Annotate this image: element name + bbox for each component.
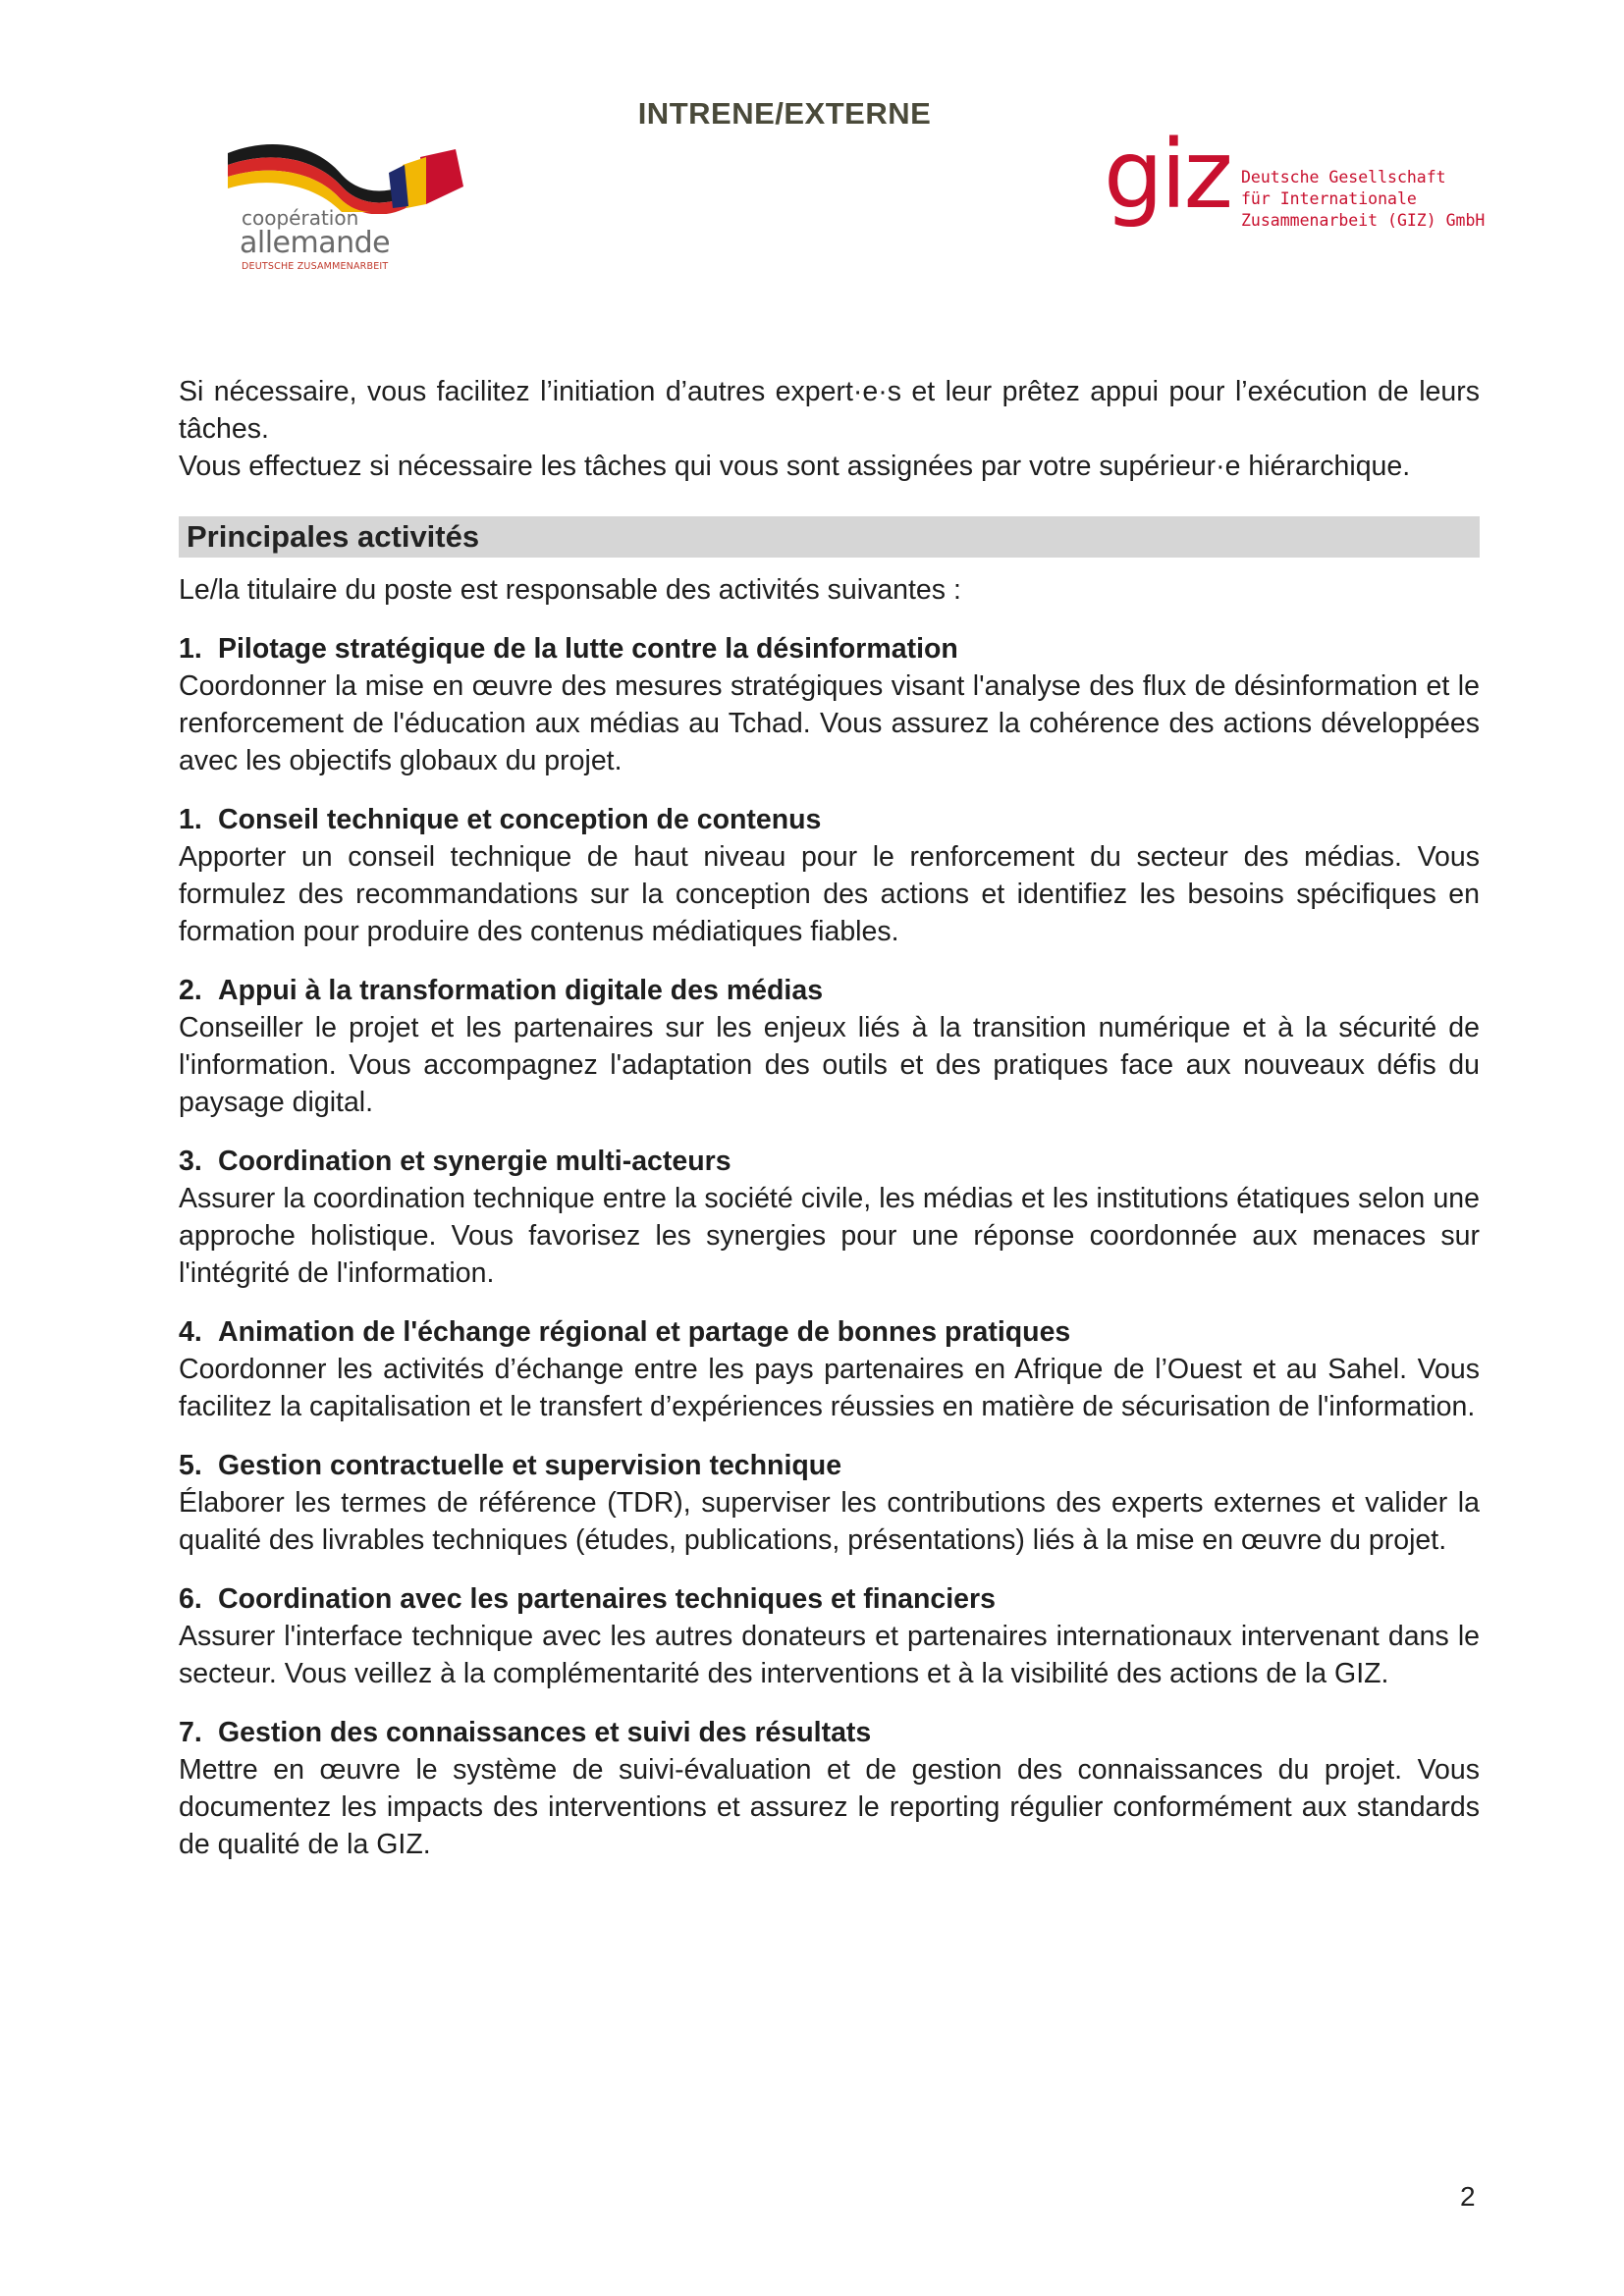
section-lead: Le/la titulaire du poste est responsable des activités suivantes : <box>179 574 961 606</box>
intro-paragraph-1: Si nécessaire, vous facilitez l’initiation d’autres expert·e·s et leur prêtez appui pour l’exécution de leurs tâches. <box>179 376 1480 445</box>
activity-item <box>179 1714 1480 1863</box>
activity-number: 2. <box>179 975 202 1006</box>
activity-title <box>179 1313 1480 1351</box>
activity-title-text: Gestion des connaissances et suivi des résultats <box>218 1717 872 1748</box>
activity-title <box>179 1580 1480 1618</box>
activity-item <box>179 1313 1480 1425</box>
logo-left-line1: coopération <box>242 206 359 230</box>
logo-left-line2: allemande <box>240 226 391 260</box>
giz-line3: Zusammenarbeit (GIZ) GmbH <box>1241 211 1486 230</box>
activity-title <box>179 630 1480 667</box>
activity-description: Apporter un conseil technique de haut niveau pour le renforcement du secteur des médias. Vous formulez des recommandations sur la conception des actions et identifiez les besoins spécifiques en formation pour produire des contenus médiatiques fiables. <box>179 841 1480 947</box>
activity-number: 6. <box>179 1583 202 1615</box>
cooperation-allemande-logo <box>224 135 469 273</box>
activity-title <box>179 1714 1480 1751</box>
activity-title <box>179 1143 1480 1180</box>
activity-number: 5. <box>179 1450 202 1481</box>
giz-line1: Deutsche Gesellschaft <box>1241 168 1446 187</box>
intro-paragraph-2: Vous effectuez si nécessaire les tâches qui vous sont assignées par votre supérieur·e hiérarchique. <box>179 451 1411 482</box>
document-body <box>179 373 1480 1863</box>
activity-description: Assurer la coordination technique entre la société civile, les médias et les institutions étatiques selon une approche holistique. Vous favorisez les synergies pour une réponse coordonnée aux menaces sur l'intégrité de l'information. <box>179 1183 1480 1289</box>
activity-item <box>179 630 1480 779</box>
activity-number: 3. <box>179 1146 202 1177</box>
activity-title <box>179 801 1480 838</box>
activity-description: Assurer l'interface technique avec les autres donateurs et partenaires internationaux intervenant dans le secteur. Vous veillez à la complémentarité des interventions et à la visibilité des actions de la GIZ. <box>179 1621 1480 1689</box>
giz-logo <box>1104 120 1496 257</box>
activity-description: Conseiller le projet et les partenaires sur les enjeux liés à la transition numérique et à la sécurité de l'information. Vous accompagnez l'adaptation des outils et des pratiques face aux nouveaux défis du paysage digital. <box>179 1012 1480 1118</box>
logo-left-line3: DEUTSCHE ZUSAMMENARBEIT <box>242 261 389 272</box>
activity-number: 1. <box>179 804 202 835</box>
activity-title-text: Coordination et synergie multi-acteurs <box>218 1146 731 1177</box>
activity-title-text: Conseil technique et conception de contenus <box>218 804 822 835</box>
activity-description: Coordonner la mise en œuvre des mesures stratégiques visant l'analyse des flux de désinformation et le renforcement de l'éducation aux médias au Tchad. Vous assurez la cohérence des actions développées avec les objectifs globaux du projet. <box>179 670 1480 776</box>
activity-title-text: Appui à la transformation digitale des médias <box>218 975 824 1006</box>
activity-description: Coordonner les activités d’échange entre les pays partenaires en Afrique de l’Ouest et au Sahel. Vous facilitez la capitalisation et le transfert d’expériences réussies en matière de sécurisation de l'information. <box>179 1354 1480 1422</box>
activity-description: Élaborer les termes de référence (TDR), superviser les contributions des experts externes et valider la qualité des livrables techniques (études, publications, présentations) liés à la mise en œuvre du projet. <box>179 1487 1480 1556</box>
activity-title-text: Pilotage stratégique de la lutte contre la désinformation <box>218 633 958 665</box>
activity-number: 7. <box>179 1717 202 1748</box>
activity-title <box>179 1447 1480 1484</box>
activity-item <box>179 1447 1480 1559</box>
giz-wordmark: giz <box>1104 120 1230 230</box>
giz-line2: für Internationale <box>1241 189 1417 208</box>
flag-ribbon-icon <box>224 135 469 214</box>
activity-number: 1. <box>179 633 202 665</box>
activity-item <box>179 972 1480 1121</box>
section-heading: Principales activités <box>179 516 1480 558</box>
activity-title-text: Coordination avec les partenaires techniques et financiers <box>218 1583 996 1615</box>
activity-item <box>179 1580 1480 1692</box>
activity-number: 4. <box>179 1316 202 1348</box>
activity-title-text: Gestion contractuelle et supervision technique <box>218 1450 842 1481</box>
activity-item <box>179 1143 1480 1292</box>
page-number: 2 <box>1460 2181 1476 2212</box>
activity-item <box>179 801 1480 950</box>
activity-title-text: Animation de l'échange régional et partage de bonnes pratiques <box>218 1316 1071 1348</box>
activity-description: Mettre en œuvre le système de suivi-évaluation et de gestion des connaissances du projet. Vous documentez les impacts des interventions et assurez le reporting régulier conformément aux standards de qualité de la GIZ. <box>179 1754 1480 1860</box>
activity-title <box>179 972 1480 1009</box>
classification-label: INTRENE/EXTERNE <box>637 96 932 131</box>
giz-name-block <box>1241 167 1485 232</box>
